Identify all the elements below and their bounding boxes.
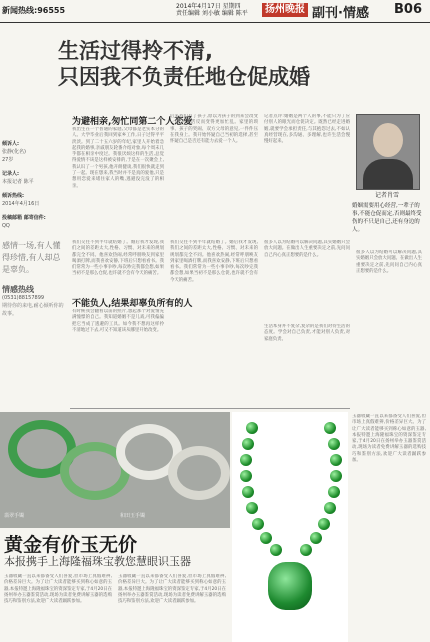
narrator-info: [2, 140, 68, 164]
page-number: B06: [394, 2, 422, 17]
main-headline: [58, 38, 378, 90]
bead: [300, 544, 312, 556]
bead: [240, 470, 252, 482]
paragraph: 我们交往不到半年就结婚了。婚后我才发现,我们之间的差距太大,性格、习惯、对未来的规划都完全不同。他喜欢热闹,经常呼朋唤友到家里喝酒打牌,而我喜欢安静,下班后只想看看书。我们常常为一些小事争吵,每次吵完我都会想,如果当初不是那么仓促,也许就不会有今天的痛苦。: [72, 240, 164, 277]
paragraph: 生活本身并不复杂,复杂的是我们对待生活的态度。学会对自己负责,才能对别人负责,对家庭负责。: [264, 324, 350, 342]
jade-article-col-2: [118, 574, 226, 636]
section-title: 副刊·情感: [312, 6, 369, 21]
masthead: [0, 0, 430, 23]
bead: [246, 502, 258, 514]
photo-shirt: [363, 159, 413, 190]
narrator-age: 27岁: [2, 157, 14, 163]
reporter-photo: [356, 114, 420, 190]
article-col-1a: [72, 127, 164, 237]
jade-caption-left: 翡翠手镯: [4, 513, 25, 519]
article-col-2a: [170, 114, 258, 234]
bead: [328, 438, 340, 450]
bead: [260, 532, 272, 544]
article-col-3b: [264, 240, 350, 320]
paragraph: 我们交往不到半年就结婚了。婚后我才发现,我们之间的差距太大,性格、习惯、对未来的规划都完全不同。他喜欢热闹,经常呼朋唤友到家里喝酒打牌,而我喜欢安静,下班后只想看看书。我们常常为一些小事争吵,每次吵完我都会想,如果当初不是那么仓促,也许就不会有今天的痛苦。: [170, 240, 258, 283]
narrator-name: 张静(化名): [2, 149, 26, 155]
paragraph: 记者点评:婚姻是两个人的事,不能只为了应付别人的眼光而仓促决定。既然已经走进婚姻,就要学会承担责任,与其抱怨过去,不如认真经营现在,多沟通、多理解,也许生活会慢慢好起来。: [264, 114, 350, 145]
paragraph: 后来我们有了孩子,原以为孩子的到来会改变一切,可生活反而变得更加忙乱。家里的琐事、孩子的哭闹、双方父母的意见,一件件压在我身上。我开始怀疑自己当初的选择,甚至怀疑自己是否还有能力去爱一个人。: [170, 114, 258, 145]
bead: [324, 422, 336, 434]
subheading-3: 不能负人,结果却辜负所有的人: [72, 299, 193, 309]
contact-label: 投稿邮箱 邮寄信件:: [2, 215, 46, 221]
bead: [252, 518, 264, 530]
article-col-1b: [72, 240, 164, 294]
photo-caption: 记者肖雪: [374, 192, 399, 199]
date-value: 2014年4月16日: [2, 201, 40, 207]
headline-line-1: 生活过得拎不清,: [58, 39, 213, 63]
recorder-name: 本报记者 陈平: [2, 179, 34, 185]
paragraph: 有时候我会翻看以前的照片,想起那个对爱情充满憧憬的自己。我知道婚姻不是儿戏,可我偏偏把它当成了逃避的工具。如今我不想再这样拎不清地过下去,可又不知道该从哪里开始改变。: [72, 309, 164, 333]
article-col-4: [356, 250, 422, 406]
paragraph: 很多人以为结婚可以解决问题,其实婚姻只会放大问题。在做出人生重要决定之前,先问问自己内心真正想要的是什么。: [356, 250, 422, 274]
article-col-3a: [264, 114, 350, 234]
emotion-hotline-label: 情感热线: [2, 285, 34, 294]
date-line: 2014年4月17日 星期四: [176, 3, 241, 10]
bead: [318, 518, 330, 530]
jade-pendant: [268, 562, 312, 610]
paragraph: 玉器收藏一直以来都备受人们喜爱,但市场上真假难辨,价格差异巨大。为了让广大读者能够买到称心如意的玉器,本报特邀上海隆福珠宝的资深鉴定专家,于4月20日在扬州举办玉器鉴赏活动,现场为读者免费讲解玉器的选购技巧和鉴别方法,欢迎广大读者踊跃参加。: [4, 574, 112, 605]
bead: [242, 438, 254, 450]
bead: [324, 502, 336, 514]
paragraph: 玉器收藏一直以来都备受人们喜爱,但市场上真假难辨,价格差异巨大。为了让广大读者能够买到称心如意的玉器,本报特邀上海隆福珠宝的资深鉴定专家,于4月20日在扬州举办玉器鉴赏活动,现场为读者免费讲解玉器的选购技巧和鉴别方法,欢迎广大读者踊跃参加。: [352, 414, 426, 464]
contact-value: QQ: [2, 223, 10, 229]
article-col-1c: [72, 309, 164, 405]
hotline-intro: 期待你的来电,耐心倾听你的故事。: [2, 303, 64, 317]
jade-article-col-1: [4, 574, 112, 636]
bead: [330, 470, 342, 482]
jade-article-col-3: [352, 414, 426, 636]
subheading-1: 为避相亲,匆忙同第二个人恋爱: [72, 117, 193, 127]
date-block: [176, 3, 248, 17]
editor-line: 责任编辑 刘小敏 编辑 陈平: [176, 10, 248, 17]
bead: [240, 454, 252, 466]
article-col-2b: [170, 240, 258, 405]
jade-caption-right: 和田玉手镯: [120, 513, 146, 519]
bead: [242, 486, 254, 498]
jade-subheadline: 本报携手上海隆福珠宝教您慧眼识玉器: [4, 555, 191, 568]
info-sidebar: [2, 140, 68, 318]
recorder-label: 记录人:: [2, 171, 19, 177]
bead: [270, 544, 282, 556]
jade-necklace-photo: [232, 412, 348, 642]
recorder-info: [2, 170, 68, 186]
date-label: 倾诉热线:: [2, 193, 24, 199]
narrator-label: 倾诉人:: [2, 141, 19, 147]
bead: [246, 422, 258, 434]
date-info: [2, 192, 68, 208]
photo-quote: 婚姻需要用心经营,一辈子的事,不能仓促而定,否则最终受伤的不只是自己,还有身边的人。: [352, 203, 422, 233]
headline-line-2: 只因我不负责任地仓促成婚: [58, 65, 310, 89]
bead: [310, 532, 322, 544]
jade-bracelet-photo: [0, 412, 230, 528]
article-col-3c: [264, 324, 350, 404]
sidebar-quote: 感情一场,有人懂得珍惜,有人却总是辜负。: [2, 241, 61, 274]
newspaper-logo: 扬州晚报: [262, 3, 308, 17]
paragraph: 玉器收藏一直以来都备受人们喜爱,但市场上真假难辨,价格差异巨大。为了让广大读者能够买到称心如意的玉器,本报特邀上海隆福珠宝的资深鉴定专家,于4月20日在扬州举办玉器鉴赏活动,现场为读者免费讲解玉器的选购技巧和鉴别方法,欢迎广大读者踊跃参加。: [118, 574, 226, 605]
emotion-hotline-number: (0531)88157899: [2, 295, 45, 301]
jade-headline: 黄金有价玉无价: [4, 534, 138, 556]
bead: [330, 454, 342, 466]
contact-info: [2, 214, 68, 230]
bead: [328, 486, 340, 498]
paragraph: 我出生在一个普通的家庭,父母都是老实本分的人。大学毕业后我回到家乡工作,日子过得平平淡淡。到了二十五六岁的年纪,家里人开始着急起我的婚事,亲戚朋友轮番介绍对象,每个周末几乎都在相亲中度过。我很厌烦这样的生活,总觉得爱情不该是这样被安排的,于是在一次聚会上,我认识了一个男孩,他开朗健谈,我们很快就走到了一起。现在想来,我当时并不是真的爱他,只是想用恋爱来堵住家人的嘴,逃避没完没了的相亲。: [72, 127, 164, 189]
news-hotline: 新闻热线:96555: [2, 6, 66, 15]
photo-face: [373, 123, 403, 157]
paragraph: 很多人以为结婚可以解决问题,其实婚姻只会放大问题。在做出人生重要决定之前,先问问自己内心真正想要的是什么。: [264, 240, 350, 258]
section-divider: [70, 408, 350, 409]
bracelet-4: [168, 446, 230, 500]
